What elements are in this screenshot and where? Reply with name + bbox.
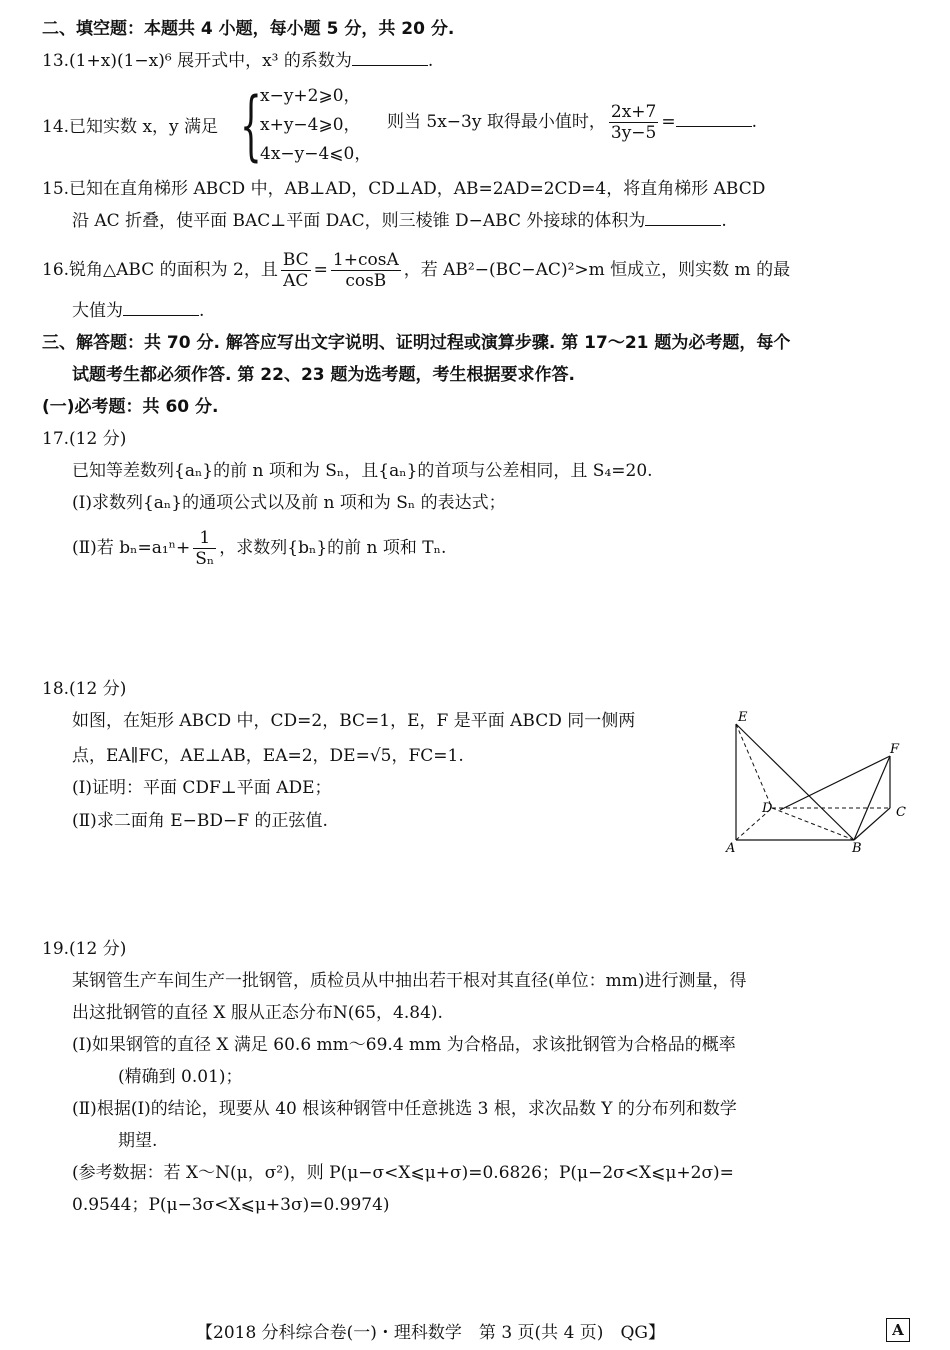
q16-den-1: AC <box>283 271 309 291</box>
q17-line-1: 已知等差数列{aₙ}的前 n 项和为 Sₙ，且{aₙ}的首项与公差相同，且 S₄=20. <box>72 461 653 481</box>
q16-blank <box>123 301 199 316</box>
q14-end: . <box>751 112 758 132</box>
q15-text: 沿 AC 折叠，使平面 BAC⊥平面 DAC，则三棱锥 D−ABC 外接球的体积为 <box>72 211 646 231</box>
q14-lead: 14.已知实数 x，y 满足 <box>42 117 219 137</box>
q17-fraction <box>193 528 216 569</box>
label-c: C <box>896 805 906 820</box>
q16-fraction-1 <box>281 250 311 291</box>
q14-denominator: 3y−5 <box>610 123 657 143</box>
q16-line-2 <box>72 298 204 324</box>
q19-line-1: 某钢管生产车间生产一批钢管，质检员从中抽出若干根对其直径(单位：mm)进行测量，得 <box>72 971 747 991</box>
section-3-line-2: 试题考生都必须作答. 第 22、23 题为选考题，考生根据要求作答. <box>72 365 575 385</box>
q16-eq: = <box>313 260 328 280</box>
q16-den-2: cosB <box>345 271 387 291</box>
q18-line-1: 如图，在矩形 ABCD 中，CD=2，BC=1，E，F 是平面 ABCD 同一侧两 <box>72 711 636 731</box>
q14-blank <box>676 112 752 127</box>
q13-blank <box>352 51 428 66</box>
edge-ed <box>736 724 772 808</box>
q13-end: . <box>427 51 434 71</box>
q14-constraint-1: x−y+2⩾0， <box>260 86 361 106</box>
q19-line-2: 出这批钢管的直径 X 服从正态分布N(65，4.84). <box>72 1003 443 1023</box>
section-3-line-1: 三、解答题：共 70 分. 解答应写出文字说明、证明过程或演算步骤. 第 17～21 题为必考题，每个 <box>42 333 791 353</box>
label-a: A <box>726 841 736 856</box>
q19-line-7: (参考数据：若 X～N(μ，σ²)，则 P(μ−σ<X⩽μ+σ)=0.6826；P(μ−2σ<X⩽μ+2σ)= <box>72 1163 734 1183</box>
q14-fraction <box>609 102 658 143</box>
q16-end: . <box>199 301 205 321</box>
q19-line-3: (Ⅰ)如果钢管的直径 X 满足 60.6 mm～69.4 mm 为合格品，求该批钢管为合格品的概率 <box>72 1035 736 1055</box>
q13-text: 13.(1+x)(1−x)⁶ 展开式中，x³ 的系数为 <box>42 51 352 71</box>
question-16 <box>42 250 790 291</box>
q17-l3b: ，求数列{bₙ}的前 n 项和 Tₙ. <box>219 538 447 558</box>
q14-tail <box>387 102 757 143</box>
q14-mid: 则当 5x−3y 取得最小值时， <box>387 112 606 132</box>
q14-brace: { <box>240 80 262 169</box>
q17-num: 1 <box>193 528 216 549</box>
q16-lead: 16.锐角△ABC 的面积为 2，且 <box>42 260 278 280</box>
q19-line-6: 期望. <box>118 1131 158 1151</box>
label-d: D <box>762 801 773 816</box>
q14-constraints <box>260 82 371 169</box>
q16-num-2: 1+cosA <box>332 250 399 270</box>
q14-eq: = <box>661 112 676 132</box>
q18-line-4: (Ⅱ)求二面角 E−BD−F 的正弦值. <box>72 811 328 831</box>
q14-constraint-2: x+y−4⩾0， <box>260 115 361 135</box>
label-f: F <box>890 742 900 757</box>
q17-line-3 <box>72 528 446 569</box>
q18-figure <box>720 708 920 858</box>
q17-line-2: (Ⅰ)求数列{aₙ}的通项公式以及前 n 项和为 Sₙ 的表达式； <box>72 493 506 513</box>
q19-line-5: (Ⅱ)根据(Ⅰ)的结论，现要从 40 根该种钢管中任意挑选 3 根，求次品数 Y 的分布列和数学 <box>72 1099 737 1119</box>
q15-line-2 <box>72 208 727 234</box>
q19-line-4: (精确到 0.01)； <box>118 1067 243 1087</box>
label-e: E <box>738 710 748 725</box>
q19-head: 19.(12 分) <box>42 939 127 959</box>
q17-den: Sₙ <box>195 549 215 569</box>
q18-line-3: (Ⅰ)证明：平面 CDF⊥平面 ADE； <box>72 778 332 798</box>
edge-hidden <box>736 724 890 756</box>
q18-head: 18.(12 分) <box>42 679 127 699</box>
q15-line-1: 15.已知在直角梯形 ABCD 中，AB⊥AD，CD⊥AD，AB=2AD=2CD=4，将直角梯形 ABCD <box>42 179 766 199</box>
q17-l3a: (Ⅱ)若 bₙ=a₁ⁿ+ <box>72 538 191 558</box>
q14-constraint-3: 4x−y−4⩽0， <box>260 144 372 164</box>
q15-end: . <box>721 211 727 231</box>
question-13 <box>42 48 433 74</box>
label-b: B <box>852 841 862 856</box>
q16-l2: 大值为 <box>72 301 123 321</box>
version-tag: A <box>886 1318 910 1342</box>
q15-blank <box>645 211 721 226</box>
q14-numerator: 2x+7 <box>609 102 658 123</box>
edge-db <box>772 808 854 840</box>
section-3-sub: (一)必考题：共 60 分. <box>42 397 219 417</box>
edge-bc <box>854 808 890 840</box>
page-footer: 【2018 分科综合卷(一)・理科数学 第 3 页(共 4 页) QG】 <box>196 1323 665 1343</box>
q18-line-2: 点，EA∥FC，AE⊥AB，EA=2，DE=√5，FC=1. <box>72 746 464 766</box>
edge-bf <box>854 756 890 840</box>
q16-num-1: BC <box>282 250 309 270</box>
q16-fraction-2 <box>331 250 401 291</box>
section-2-heading: 二、填空题：本题共 4 小题，每小题 5 分，共 20 分. <box>42 19 455 39</box>
q17-head: 17.(12 分) <box>42 429 127 449</box>
q16-tail: ，若 AB²−(BC−AC)²>m 恒成立，则实数 m 的最 <box>403 260 791 280</box>
q19-line-8: 0.9544；P(μ−3σ<X⩽μ+3σ)=0.9974) <box>72 1195 390 1215</box>
